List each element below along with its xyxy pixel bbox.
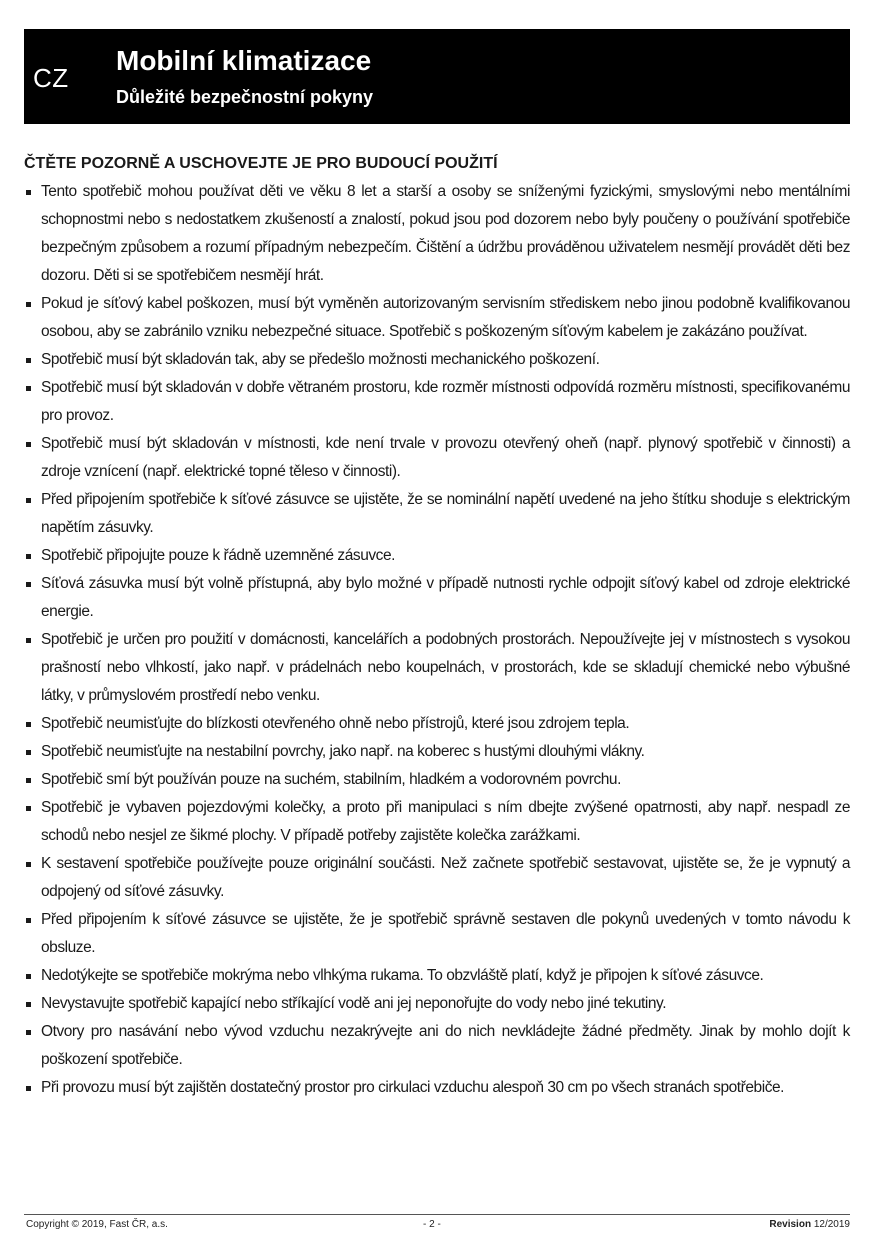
list-item — [24, 570, 850, 626]
list-item-text: Spotřebič připojujte pouze k řádně uzemněné zásuvce. — [41, 547, 395, 564]
bullet-icon — [26, 1086, 31, 1091]
page-number: - 2 - — [423, 1219, 441, 1230]
bullet-icon — [26, 638, 31, 643]
list-item — [24, 374, 850, 430]
instruction-list — [24, 178, 850, 1102]
list-item-text: Spotřebič je vybaven pojezdovými kolečky, a proto při manipulaci s ním dbejte zvýšené opatrnosti, aby např. nespadl ze schodů nebo nesjel ze šikmé plochy. V případě potřeby zajistěte kolečka zarážkami. — [41, 799, 850, 844]
bullet-icon — [26, 862, 31, 867]
revision-label: Revision — [769, 1219, 812, 1230]
document-title: Mobilní klimatizace — [116, 45, 372, 76]
list-item — [24, 738, 850, 766]
list-item-text: Spotřebič musí být skladován tak, aby se předešlo možnosti mechanického poškození. — [41, 351, 600, 368]
language-code: CZ — [33, 63, 69, 93]
bullet-icon — [26, 386, 31, 391]
bullet-icon — [26, 358, 31, 363]
list-item-text: Nevystavujte spotřebič kapající nebo stříkající vodě ani jej neponořujte do vody nebo jiné tekutiny. — [41, 995, 667, 1012]
bullet-icon — [26, 778, 31, 783]
list-item-text: Spotřebič je určen pro použití v domácnosti, kancelářích a podobných prostorách. Nepoužívejte jej v místnostech s vysokou prašností nebo vlhkostí, jako např. v prádelnách nebo koupelnách, v prostorách, kde se skladují chemické nebo výbušné látky, v průmyslovém prostředí nebo venku. — [41, 631, 850, 704]
list-item — [24, 626, 850, 710]
list-item-text: K sestavení spotřebiče používejte pouze originální součásti. Než začnete spotřebič sestavovat, ujistěte se, že je vypnutý a odpojený od síťové zásuvky. — [41, 855, 850, 900]
list-item-text: Spotřebič smí být používán pouze na suchém, stabilním, hladkém a vodorovném povrchu. — [41, 771, 621, 788]
list-item — [24, 850, 850, 906]
list-item — [24, 290, 850, 346]
copyright-text: Copyright © 2019, Fast ČR, a.s. — [26, 1219, 168, 1230]
list-item-text: Otvory pro nasávání nebo vývod vzduchu nezakrývejte ani do nich nevkládejte žádné předměty. Jinak by mohlo dojít k poškození spotřebiče. — [41, 1023, 850, 1068]
document-header — [24, 29, 850, 124]
document-subtitle: Důležité bezpečnostní pokyny — [116, 87, 374, 107]
list-item-text: Spotřebič musí být skladován v místnosti, kde není trvale v provozu otevřený oheň (např. plynový spotřebič v činnosti) a zdroje vznícení (např. elektrické topné těleso v činnosti). — [41, 435, 850, 480]
bullet-icon — [26, 498, 31, 503]
revision-info — [769, 1219, 850, 1230]
list-item-text: Spotřebič neumisťujte do blízkosti otevřeného ohně nebo přístrojů, které jsou zdrojem tepla. — [41, 715, 630, 732]
bullet-icon — [26, 918, 31, 923]
bullet-icon — [26, 722, 31, 727]
bullet-icon — [26, 302, 31, 307]
list-item — [24, 962, 850, 990]
list-item — [24, 990, 850, 1018]
list-item — [24, 1074, 850, 1102]
list-item — [24, 766, 850, 794]
section-heading: ČTĚTE POZORNĚ A USCHOVEJTE JE PRO BUDOUCÍ POUŽITÍ — [24, 155, 498, 172]
list-item — [24, 906, 850, 962]
revision-date: 12/2019 — [813, 1219, 850, 1230]
list-item — [24, 346, 850, 374]
bullet-icon — [26, 582, 31, 587]
list-item-text: Spotřebič neumisťujte na nestabilní povrchy, jako např. na koberec s hustými dlouhými vlákny. — [41, 743, 645, 760]
list-item-text: Při provozu musí být zajištěn dostatečný prostor pro cirkulaci vzduchu alespoň 30 cm po všech stranách spotřebiče. — [41, 1079, 785, 1096]
bullet-icon — [26, 190, 31, 195]
list-item — [24, 710, 850, 738]
bullet-icon — [26, 1030, 31, 1035]
bullet-icon — [26, 974, 31, 979]
bullet-icon — [26, 554, 31, 559]
list-item — [24, 794, 850, 850]
list-item — [24, 542, 850, 570]
list-item-text: Pokud je síťový kabel poškozen, musí být vyměněn autorizovaným servisním střediskem nebo jinou podobně kvalifikovanou osobou, aby se zabránilo vzniku nebezpečné situace. Spotřebič s poškozeným síťovým kabelem je zakázáno používat. — [41, 295, 850, 340]
list-item — [24, 1018, 850, 1074]
list-item-text: Spotřebič musí být skladován v dobře větraném prostoru, kde rozměr místnosti odpovídá rozměru místnosti, specifikovanému pro provoz. — [41, 379, 850, 424]
bullet-icon — [26, 1002, 31, 1007]
list-item — [24, 486, 850, 542]
bullet-icon — [26, 806, 31, 811]
list-item-text: Před připojením k síťové zásuvce se ujistěte, že je spotřebič správně sestaven dle pokynů uvedených v tomto návodu k obsluze. — [41, 911, 850, 956]
list-item-text: Tento spotřebič mohou používat děti ve věku 8 let a starší a osoby se sníženými fyzickými, smyslovými nebo mentálními schopnostmi nebo s nedostatkem zkušeností a znalostí, pokud jsou pod dozorem nebo byly poučeny o používání spotřebiče bezpečným způsobem a rozumí případným nebezpečím. Čištění a údržbu prováděnou uživatelem nesmějí provádět děti bez dozoru. Děti si se spotřebičem nesmějí hrát. — [41, 183, 850, 284]
list-item-text: Nedotýkejte se spotřebiče mokrýma nebo vlhkýma rukama. To obzvláště platí, když je připojen k síťové zásuvce. — [41, 967, 764, 984]
page-footer — [24, 1219, 850, 1235]
list-item — [24, 430, 850, 486]
bullet-icon — [26, 442, 31, 447]
footer-divider — [24, 1214, 850, 1215]
list-item-text: Před připojením spotřebiče k síťové zásuvce se ujistěte, že se nominální napětí uvedené na jeho štítku shoduje s elektrickým napětím zásuvky. — [41, 491, 850, 536]
list-item-text: Síťová zásuvka musí být volně přístupná, aby bylo možné v případě nutnosti rychle odpojit síťový kabel od zdroje elektrické energie. — [41, 575, 850, 620]
list-item — [24, 178, 850, 290]
bullet-icon — [26, 750, 31, 755]
safety-instructions — [24, 150, 850, 1102]
